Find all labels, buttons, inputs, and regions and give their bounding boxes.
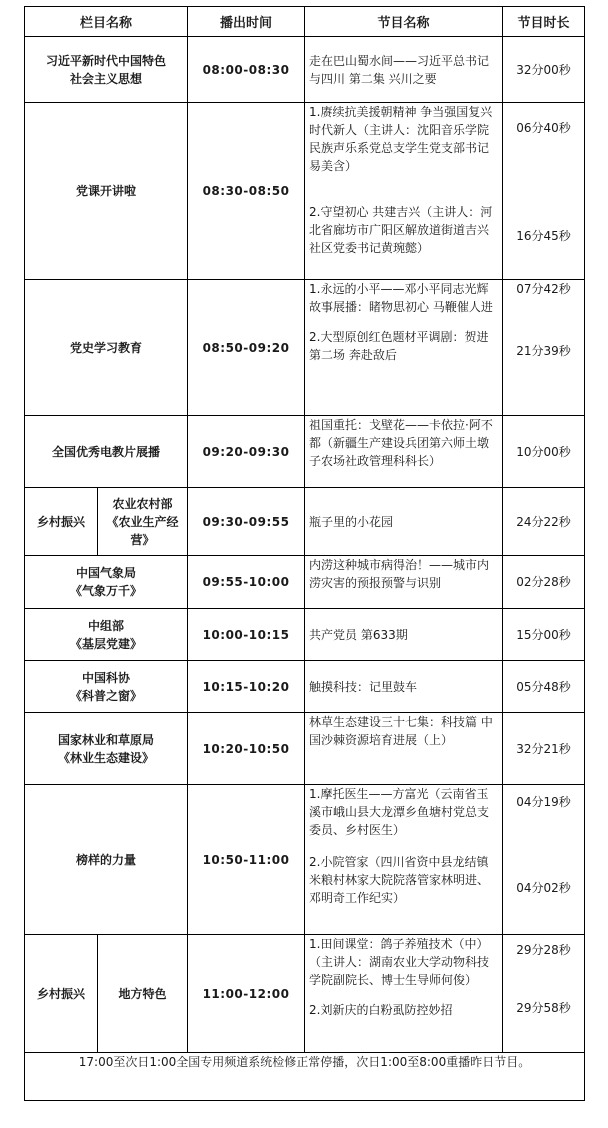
table-row [25, 713, 585, 785]
program-item: 2.守望初心 共建吉兴（主讲人：河北省廊坊市广阳区解放道街道吉兴社区党委书记黄琬懿） [309, 205, 493, 255]
program-cell: 瓶子里的小花园 [305, 488, 503, 556]
program-item: 1.永远的小平——邓小平同志光辉故事展播：睹物思初心 马鞭催人进 [309, 282, 493, 314]
table-row [25, 280, 585, 416]
time-cell: 10:00-10:15 [188, 609, 305, 661]
program-item: 2.刘新庆的白粉虱防控妙招 [309, 1003, 453, 1017]
time-cell: 08:30-08:50 [188, 103, 305, 280]
duration-item: 06分40秒 [516, 121, 571, 135]
time-cell: 11:00-12:00 [188, 935, 305, 1053]
column-cell: 中组部 《基层党建》 [25, 609, 188, 661]
time-cell: 09:20-09:30 [188, 416, 305, 488]
duration-cell [503, 280, 585, 416]
program-cell [305, 785, 503, 935]
program-cell: 内涝这种城市病得治！——城市内涝灾害的预报预警与识别 [305, 556, 503, 609]
column-group-cell: 乡村振兴 [25, 935, 98, 1053]
column-cell: 农业农村部《农业生产经营》 [98, 488, 188, 556]
program-cell: 走在巴山蜀水间——习近平总书记与四川 第二集 兴川之要 [305, 37, 503, 103]
program-item: 2.小院管家（四川省资中县龙结镇米粮村林家大院院落管家林明进、邓明奇工作纪实） [309, 855, 490, 905]
duration-item: 29分28秒 [516, 943, 571, 957]
header-column-name: 栏目名称 [25, 7, 188, 37]
table-row [25, 785, 585, 935]
program-cell: 共产党员 第633期 [305, 609, 503, 661]
column-cell: 习近平新时代中国特色社会主义思想 [25, 37, 188, 103]
header-program-name: 节目名称 [305, 7, 503, 37]
column-cell: 中国气象局 《气象万千》 [25, 556, 188, 609]
duration-cell: 02分28秒 [503, 556, 585, 609]
program-item: 1.赓续抗美援朝精神 争当强国复兴时代新人（主讲人：沈阳音乐学院民族声乐系党总支学生党支部书记易美含） [309, 105, 493, 173]
program-cell: 祖国重托：戈壁花——卡依拉·阿不都（新疆生产建设兵团第六师土墩子农场社政管理科科长） [305, 416, 503, 488]
time-cell: 09:30-09:55 [188, 488, 305, 556]
table-row [25, 37, 585, 103]
duration-cell: 32分21秒 [503, 713, 585, 785]
header-air-time: 播出时间 [188, 7, 305, 37]
table-row [25, 488, 585, 556]
table-row [25, 103, 585, 280]
program-cell: 林草生态建设三十七集：科技篇 中国沙棘资源培育进展（上） [305, 713, 503, 785]
duration-item: 04分19秒 [516, 795, 571, 809]
duration-item: 21分39秒 [516, 344, 571, 358]
column-cell: 党课开讲啦 [25, 103, 188, 280]
program-item: 1.田间课堂：鸽子养殖技术（中）（主讲人：湖南农业大学动物科技学院副院长、博士生导师何俊） [309, 937, 490, 987]
column-cell: 地方特色 [98, 935, 188, 1053]
table-row [25, 935, 585, 1053]
duration-cell [503, 935, 585, 1053]
time-cell: 08:00-08:30 [188, 37, 305, 103]
time-cell: 10:15-10:20 [188, 661, 305, 713]
duration-item: 29分58秒 [516, 1001, 571, 1015]
duration-cell: 32分00秒 [503, 37, 585, 103]
table-row [25, 661, 585, 713]
column-cell: 全国优秀电教片展播 [25, 416, 188, 488]
duration-cell: 05分48秒 [503, 661, 585, 713]
time-cell: 10:20-10:50 [188, 713, 305, 785]
duration-item: 04分02秒 [516, 881, 571, 895]
footer-note: 17:00至次日1:00全国专用频道系统检修正常停播，次日1:00至8:00重播昨日节目。 [25, 1053, 585, 1101]
program-cell [305, 935, 503, 1053]
duration-item: 16分45秒 [516, 229, 571, 243]
header-duration: 节目时长 [503, 7, 585, 37]
column-cell: 中国科协 《科普之窗》 [25, 661, 188, 713]
time-cell: 09:55-10:00 [188, 556, 305, 609]
column-cell: 党史学习教育 [25, 280, 188, 416]
program-item: 1.摩托医生——方富光（云南省玉溪市峨山县大龙潭乡鱼塘村党总支委员、乡村医生） [309, 787, 490, 837]
duration-item: 07分42秒 [516, 282, 571, 296]
duration-cell [503, 785, 585, 935]
program-cell [305, 280, 503, 416]
duration-cell: 24分22秒 [503, 488, 585, 556]
footer-row [25, 1053, 585, 1101]
program-cell [305, 103, 503, 280]
table-row [25, 609, 585, 661]
time-cell: 10:50-11:00 [188, 785, 305, 935]
time-cell: 08:50-09:20 [188, 280, 305, 416]
duration-cell: 15分00秒 [503, 609, 585, 661]
table-row [25, 416, 585, 488]
column-group-cell: 乡村振兴 [25, 488, 98, 556]
program-item: 2.大型原创红色题材平调剧：贺进 第二场 奔赴敌后 [309, 330, 489, 362]
table-row [25, 556, 585, 609]
schedule-table [24, 6, 585, 1101]
program-cell: 触摸科技：记里鼓车 [305, 661, 503, 713]
column-cell: 国家林业和草原局 《林业生态建设》 [25, 713, 188, 785]
column-cell: 榜样的力量 [25, 785, 188, 935]
duration-cell: 10分00秒 [503, 416, 585, 488]
header-row [25, 7, 585, 37]
duration-cell [503, 103, 585, 280]
